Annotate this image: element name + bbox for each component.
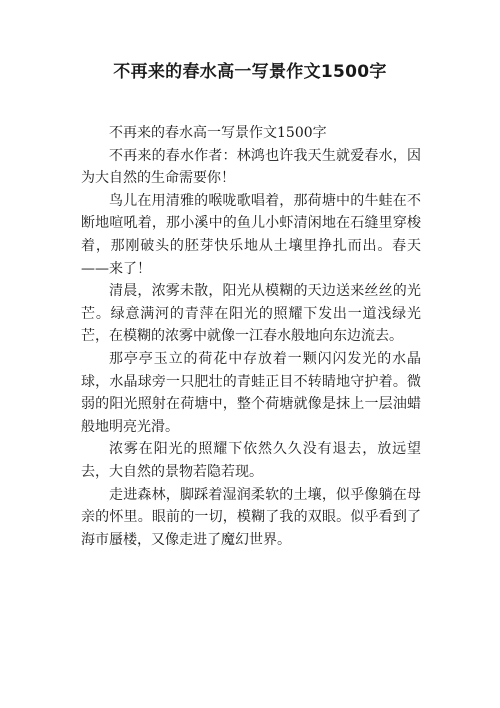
document-body <box>81 122 421 551</box>
paragraph-forest: 走进森林，脚踩着湿润柔软的土壤，似乎像躺在母亲的怀里。眼前的一切，模糊了我的双眼。似乎看到了海市蜃楼，又像走进了魔幻世界。 <box>81 486 421 548</box>
document-title: 不再来的春水高一写景作文1500字 <box>113 62 387 82</box>
paragraph-author-intro: 不再来的春水作者：林鸿也许我天生就爱春水，因为大自然的生命需要你！ <box>81 147 421 187</box>
paragraph-lotus: 那亭亭玉立的荷花中存放着一颗闪闪发光的水晶球，水晶球旁一只肥壮的青蛙正目不转睛地守护着。微弱的阳光照射在荷塘中，整个荷塘就像是抹上一层油蜡般地明亮光滑。 <box>81 350 421 435</box>
paragraph-heading: 不再来的春水高一写景作文1500字 <box>109 125 327 141</box>
paragraph-birds: 鸟儿在用清雅的喉咙歌唱着，那荷塘中的牛蛙在不断地喧吼着，那小溪中的鱼儿小虾清闲地在石缝里穿梭着，那刚破头的胚芽快乐地从土壤里挣扎而出。春天——来了！ <box>81 192 421 277</box>
paragraph-morning: 清晨，浓雾未散，阳光从模糊的天边送来丝丝的光芒。绿意满河的青萍在阳光的照耀下发出一道浅绿光芒，在模糊的浓雾中就像一江春水般地向东边流去。 <box>81 283 421 345</box>
paragraph-fog: 浓雾在阳光的照耀下依然久久没有退去，放远望去，大自然的景物若隐若现。 <box>81 441 421 480</box>
